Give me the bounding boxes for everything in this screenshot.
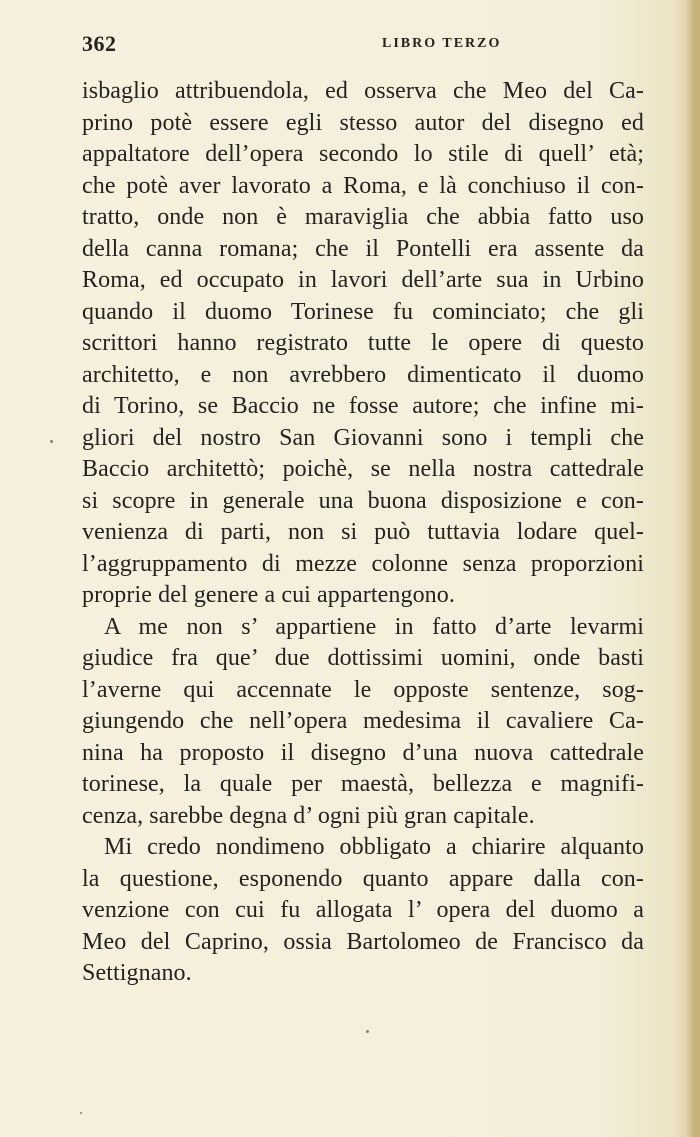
text-line: gliori del nostro San Giovanni sono i templi che <box>82 424 644 451</box>
text-line: la questione, esponendo quanto appare dalla con- <box>82 865 644 892</box>
text-line: prino potè essere egli stesso autor del disegno ed <box>82 109 644 136</box>
paper-speck <box>80 1112 82 1114</box>
text-line: tratto, onde non è maraviglia che abbia fatto uso <box>82 204 644 230</box>
text-line: si scopre in generale una buona disposizione e con- <box>82 487 644 514</box>
text-line: cenza, sarebbe degna d’ ogni più gran capitale. <box>82 802 535 829</box>
text-line: Settignano. <box>82 960 192 986</box>
text-line: che potè aver lavorato a Roma, e là conchiuso il con- <box>82 172 644 199</box>
page-edge-shadow <box>686 0 700 1137</box>
text-line: quando il duomo Torinese fu cominciato; che gli <box>82 298 644 325</box>
text-line: della canna romana; che il Pontelli era assente da <box>82 235 644 262</box>
text-line: isbaglio attribuendola, ed osserva che Meo del Ca- <box>82 78 644 104</box>
text-line: scrittori hanno registrato tutte le opere di questo <box>82 330 644 356</box>
body-text <box>82 76 644 990</box>
text-line: Meo del Caprino, ossia Bartolomeo de Francisco da <box>82 928 644 955</box>
text-line: appaltatore dell’opera secondo lo stile di quell’ età; <box>82 141 644 167</box>
text-line: giudice fra que’ due dottissimi uomini, onde basti <box>82 645 644 671</box>
running-title: LIBRO TERZO <box>382 36 502 51</box>
text-line: giungendo che nell’opera medesima il cavaliere Ca- <box>82 708 644 734</box>
text-line: Baccio architettò; poichè, se nella nostra cattedrale <box>82 456 644 482</box>
text-line: Mi credo nondimeno obbligato a chiarire alquanto <box>104 834 644 860</box>
text-line: di Torino, se Baccio ne fosse autore; che infine mi- <box>82 393 644 419</box>
text-line: nina ha proposto il disegno d’una nuova cattedrale <box>82 739 644 766</box>
text-line: l’averne qui accennate le opposte sentenze, sog- <box>82 676 644 703</box>
text-line: venzione con cui fu allogata l’ opera del duomo a <box>82 897 644 923</box>
paper-speck <box>50 440 53 443</box>
text-line: venienza di parti, non si può tuttavia lodare quel- <box>82 519 644 545</box>
page-header <box>82 31 644 55</box>
text-line: A me non s’ appartiene in fatto d’arte levarmi <box>104 613 644 640</box>
page-number: 362 <box>82 31 117 56</box>
text-line: Roma, ed occupato in lavori dell’arte sua in Urbino <box>82 267 644 293</box>
text-line: architetto, e non avrebbero dimenticato il duomo <box>82 361 644 388</box>
text-line: torinese, la quale per maestà, bellezza e magnifi- <box>82 771 644 797</box>
text-line: l’aggruppamento di mezze colonne senza proporzioni <box>82 550 644 577</box>
text-line: proprie del genere a cui appartengono. <box>82 582 455 608</box>
paper-speck <box>366 1030 369 1033</box>
